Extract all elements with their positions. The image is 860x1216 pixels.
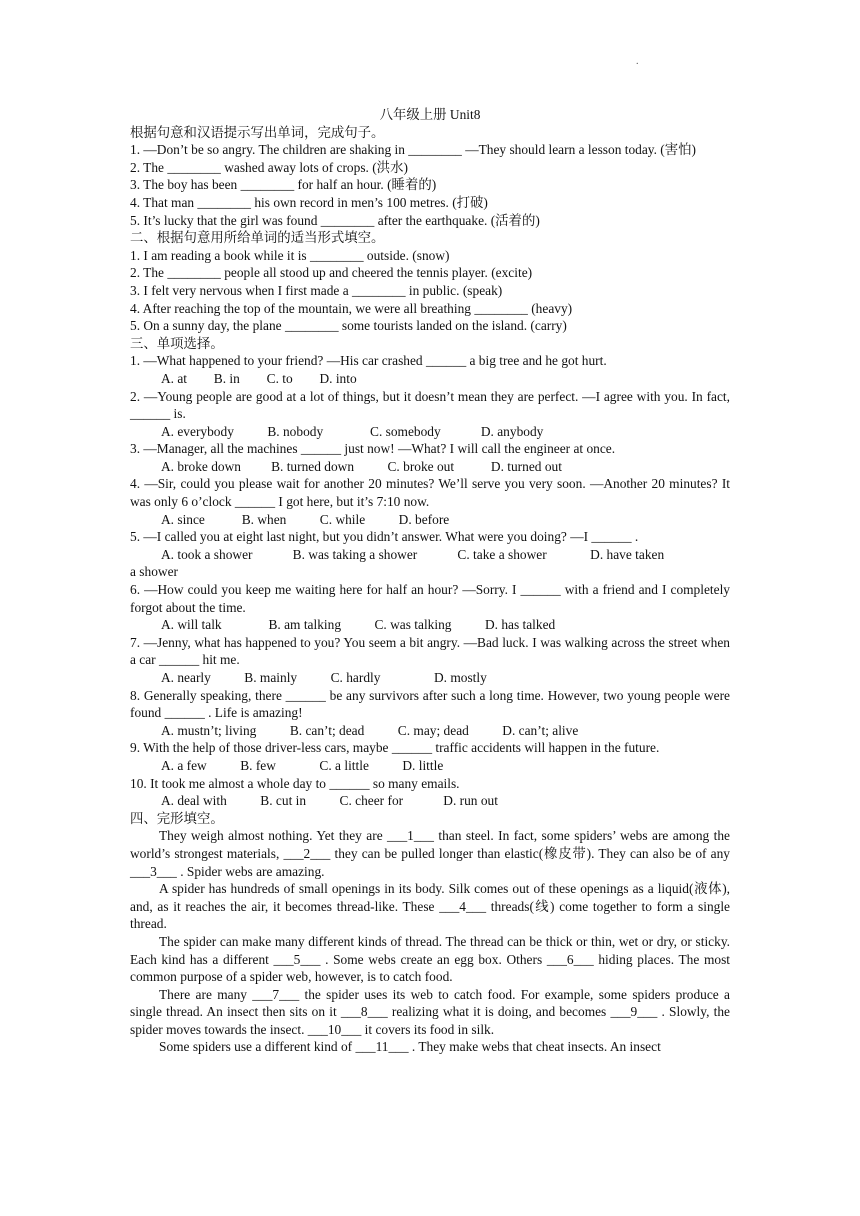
exercise-item: 4. That man ________ his own record in men’s 100 metres. (打破)	[130, 194, 488, 210]
exercise-item: 2. The ________ washed away lots of crops. (洪水)	[130, 159, 408, 175]
cloze-paragraph: The spider can make many different kinds of thread. The thread can be thick or thin, wet or dry, or sticky. Each kind has a different ___5___ . Some webs create an egg box. Others ___6___ hiding places. The most common purpose of a spider web, however, is to catch food.	[130, 933, 730, 985]
answer-options: A. took a shower B. was taking a shower C. take a shower D. have taken	[161, 546, 665, 562]
question-text: 6. —How could you keep me waiting here for half an hour? —Sorry. I ______ with a friend and I completely forgot about the time.	[130, 582, 730, 615]
answer-options: A. will talk B. am talking C. was talking D. has talked	[161, 617, 556, 633]
page-title: 八年级上册 Unit8	[379, 107, 481, 122]
answer-options: A. mustn’t; living B. can’t; dead C. may; dead D. can’t; alive	[161, 722, 579, 738]
answer-options: A. at B. in C. to D. into	[161, 370, 357, 386]
question-text: 1. —What happened to your friend? —His car crashed ______ a big tree and he got hurt.	[130, 353, 607, 369]
worksheet-content	[130, 106, 730, 1056]
section-heading: 根据句意和汉语提示写出单词，完成句子。	[130, 124, 385, 140]
question-text: 3. —Manager, all the machines ______ just now! —What? I will call the engineer at once.	[130, 441, 616, 457]
answer-options: A. nearly B. mainly C. hardly D. mostly	[161, 670, 487, 685]
question-text: 9. With the help of those driver-less cars, maybe ______ traffic accidents will happen in the future.	[130, 740, 660, 756]
question-text: 7. —Jenny, what has happened to you? You seem a bit angry. —Bad luck. I was walking across the street when a car ______ hit me.	[130, 634, 730, 668]
answer-options: A. broke down B. turned down C. broke out D. turned out	[161, 458, 562, 474]
answer-options: A. everybody B. nobody C. somebody D. anybody	[161, 423, 544, 439]
exercise-item: 2. The ________ people all stood up and cheered the tennis player. (excite)	[130, 265, 533, 281]
exercise-item: 3. I felt very nervous when I first made a ________ in public. (speak)	[130, 282, 503, 298]
question-text: 5. —I called you at eight last night, but you didn’t answer. What were you doing? —I ______ .	[130, 529, 639, 545]
exercise-item: 5. On a sunny day, the plane ________ some tourists landed on the island. (carry)	[130, 318, 567, 334]
section-heading: 四、完形填空。	[130, 810, 224, 826]
section-heading: 二、根据句意用所给单词的适当形式填空。	[130, 230, 385, 246]
answer-options: A. since B. when C. while D. before	[161, 511, 450, 527]
exercise-item: 3. The boy has been ________ for half an hour. (睡着的)	[130, 177, 437, 193]
exercise-item: 4. After reaching the top of the mountain, we were all breathing ________ (heavy)	[130, 300, 573, 316]
section-heading: 三、单项选择。	[130, 335, 224, 351]
answer-options-continued: a shower	[130, 564, 178, 580]
exercise-item: 1. I am reading a book while it is ________ outside. (snow)	[130, 247, 450, 263]
answer-options: A. deal with B. cut in C. cheer for D. run out	[161, 793, 498, 809]
question-text: 8. Generally speaking, there ______ be any survivors after such a long time. However, two young people were found ______ . Life is amazing!	[130, 687, 730, 721]
question-text: 10. It took me almost a whole day to ______ so many emails.	[130, 775, 460, 791]
question-text: 2. —Young people are good at a lot of things, but it doesn’t mean they are perfect. —I agree with you. In fact, ______ is.	[130, 388, 730, 422]
question-text: 4. —Sir, could you please wait for another 20 minutes? We’ll serve you very soon. —Another 20 minutes? It was only 6 o’clock ______ I got here, but it’s 7:10 now.	[130, 476, 730, 510]
cloze-paragraph: They weigh almost nothing. Yet they are ___1___ than steel. In fact, some spiders’ webs are among the world’s strongest materials, ___2___ they can be pulled longer than elastic(橡皮带). They can also be of any ___3___ . Spider webs are amazing.	[130, 828, 730, 879]
exercise-item: 5. It’s lucky that the girl was found ________ after the earthquake. (活着的)	[130, 212, 540, 228]
exercise-item: 1. —Don’t be so angry. The children are shaking in ________ —They should learn a lesson today. (害怕)	[130, 142, 697, 158]
answer-options: A. a few B. few C. a little D. little	[161, 757, 444, 773]
page-mark: .	[636, 56, 639, 67]
cloze-paragraph: A spider has hundreds of small openings in its body. Silk comes out of these openings as a liquid(液体), and, as it reaches the air, it becomes thread-like. These ___4___ threads(线) come together to form a single thread.	[130, 881, 730, 932]
cloze-paragraph: There are many ___7___ the spider uses its web to catch food. For example, some spiders produce a single thread. An insect then sits on it ___8___ realizing what it is doing, and becomes ___9___ . Slowly, the spider moves towards the insect. ___10___ it covers its food in silk.	[130, 986, 730, 1037]
cloze-paragraph: Some spiders use a different kind of ___11___ . They make webs that cheat insects. An insect	[159, 1039, 661, 1055]
